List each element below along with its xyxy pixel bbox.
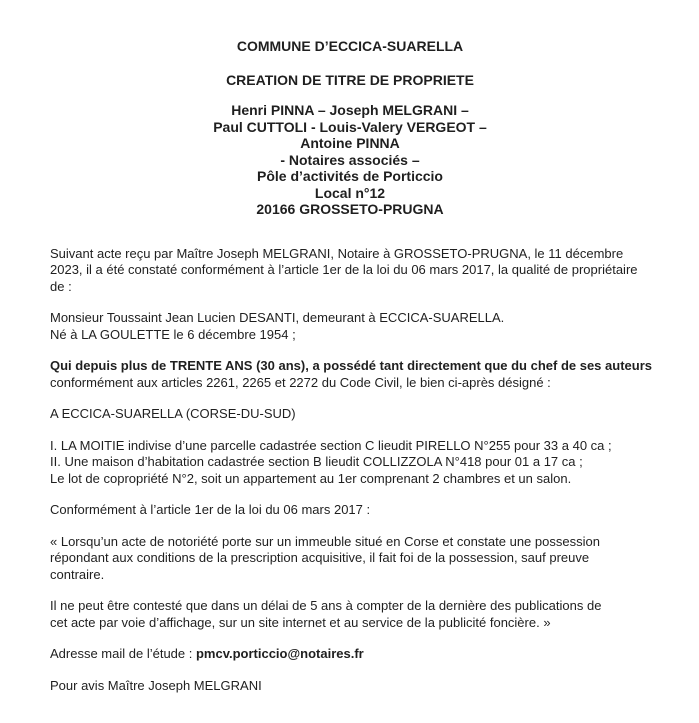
location-paragraph <box>50 406 650 423</box>
possession-bold-line: Qui depuis plus de TRENTE ANS (30 ans), a possédé tant directement que du chef de ses auteurs <box>50 358 652 373</box>
contest-delay-paragraph <box>50 598 650 631</box>
location-line: A ECCICA-SUARELLA (CORSE-DU-SUD) <box>50 406 296 421</box>
paragraph-line: 2023, il a été constaté conformément à l’article 1er de la loi du 06 mars 2017, la qualité de propriétaire <box>50 262 638 277</box>
notary-names-line: Henri PINNA – Joseph MELGRANI – <box>231 102 469 118</box>
paragraph-line: Suivant acte reçu par Maître Joseph MELGRANI, Notaire à GROSSETO-PRUGNA, le 11 décembre <box>50 245 624 261</box>
quote-line: répondant aux conditions de la prescription acquisitive, il fait foi de la possession, sauf preuve <box>50 550 590 565</box>
owner-birth-line: Né à LA GOULETTE le 6 décembre 1954 ; <box>50 326 296 342</box>
notary-names-line: Antoine PINNA <box>300 135 400 151</box>
contest-line: Il ne peut être contesté que dans un délai de 5 ans à compter de la dernière des publications de <box>50 598 602 613</box>
email-label: Adresse mail de l’étude : <box>50 646 196 661</box>
designation-item-line: I. LA MOITIE indivise d’une parcelle cadastrée section C lieudit PIRELLO N°255 pour 33 a 40 ca ; <box>50 437 612 453</box>
designation-item-line: Le lot de copropriété N°2, soit un appartement au 1er comprenant 2 chambres et un salon. <box>50 470 572 486</box>
notice-title: CREATION DE TITRE DE PROPRIETE <box>226 71 474 88</box>
document-header <box>50 38 650 218</box>
designation-item-line: II. Une maison d’habitation cadastrée section B lieudit COLLIZZOLA N°418 pour 01 a 17 ca ; <box>50 454 583 469</box>
owner-identity-line: Monsieur Toussaint Jean Lucien DESANTI, demeurant à ECCICA-SUARELLA. <box>50 310 505 325</box>
quote-line: « Lorsqu’un acte de notoriété porte sur un immeuble situé en Corse et constate une possession <box>50 533 600 549</box>
notary-office-block <box>50 102 650 218</box>
possession-rest-line: conformément aux articles 2261, 2265 et 2272 du Code Civil, le bien ci-après désigné : <box>50 374 551 390</box>
designation-paragraph <box>50 438 650 488</box>
office-address-line: Local n°12 <box>314 184 386 201</box>
commune-title: COMMUNE D’ECCICA-SUARELLA <box>236 38 464 54</box>
signature-paragraph <box>50 678 650 695</box>
contest-line: cet acte par voie d’affichage, sur un site internet et au service de la publicité foncière. » <box>50 614 551 630</box>
possession-paragraph <box>50 358 650 391</box>
study-email: pmcv.porticcio@notaires.fr <box>195 646 364 661</box>
owner-paragraph <box>50 310 650 343</box>
office-address-line: Pôle d’activités de Porticcio <box>257 168 443 184</box>
notaries-associated-label: - Notaires associés – <box>280 151 420 168</box>
paragraph-line: de : <box>50 278 72 294</box>
quote-line: contraire. <box>50 566 105 582</box>
law-quote-paragraph <box>50 534 650 584</box>
law-reference-paragraph <box>50 502 650 519</box>
law-reference-line: Conformément à l’article 1er de la loi du 06 mars 2017 : <box>50 502 371 517</box>
intro-paragraph <box>50 246 650 296</box>
email-line <box>50 646 650 663</box>
notary-names-line: Paul CUTTOLI - Louis-Valery VERGEOT – <box>213 118 487 135</box>
signature-line: Pour avis Maître Joseph MELGRANI <box>50 677 262 693</box>
email-paragraph <box>50 646 650 663</box>
document-body <box>50 246 650 695</box>
office-address-line: 20166 GROSSETO-PRUGNA <box>256 201 444 217</box>
